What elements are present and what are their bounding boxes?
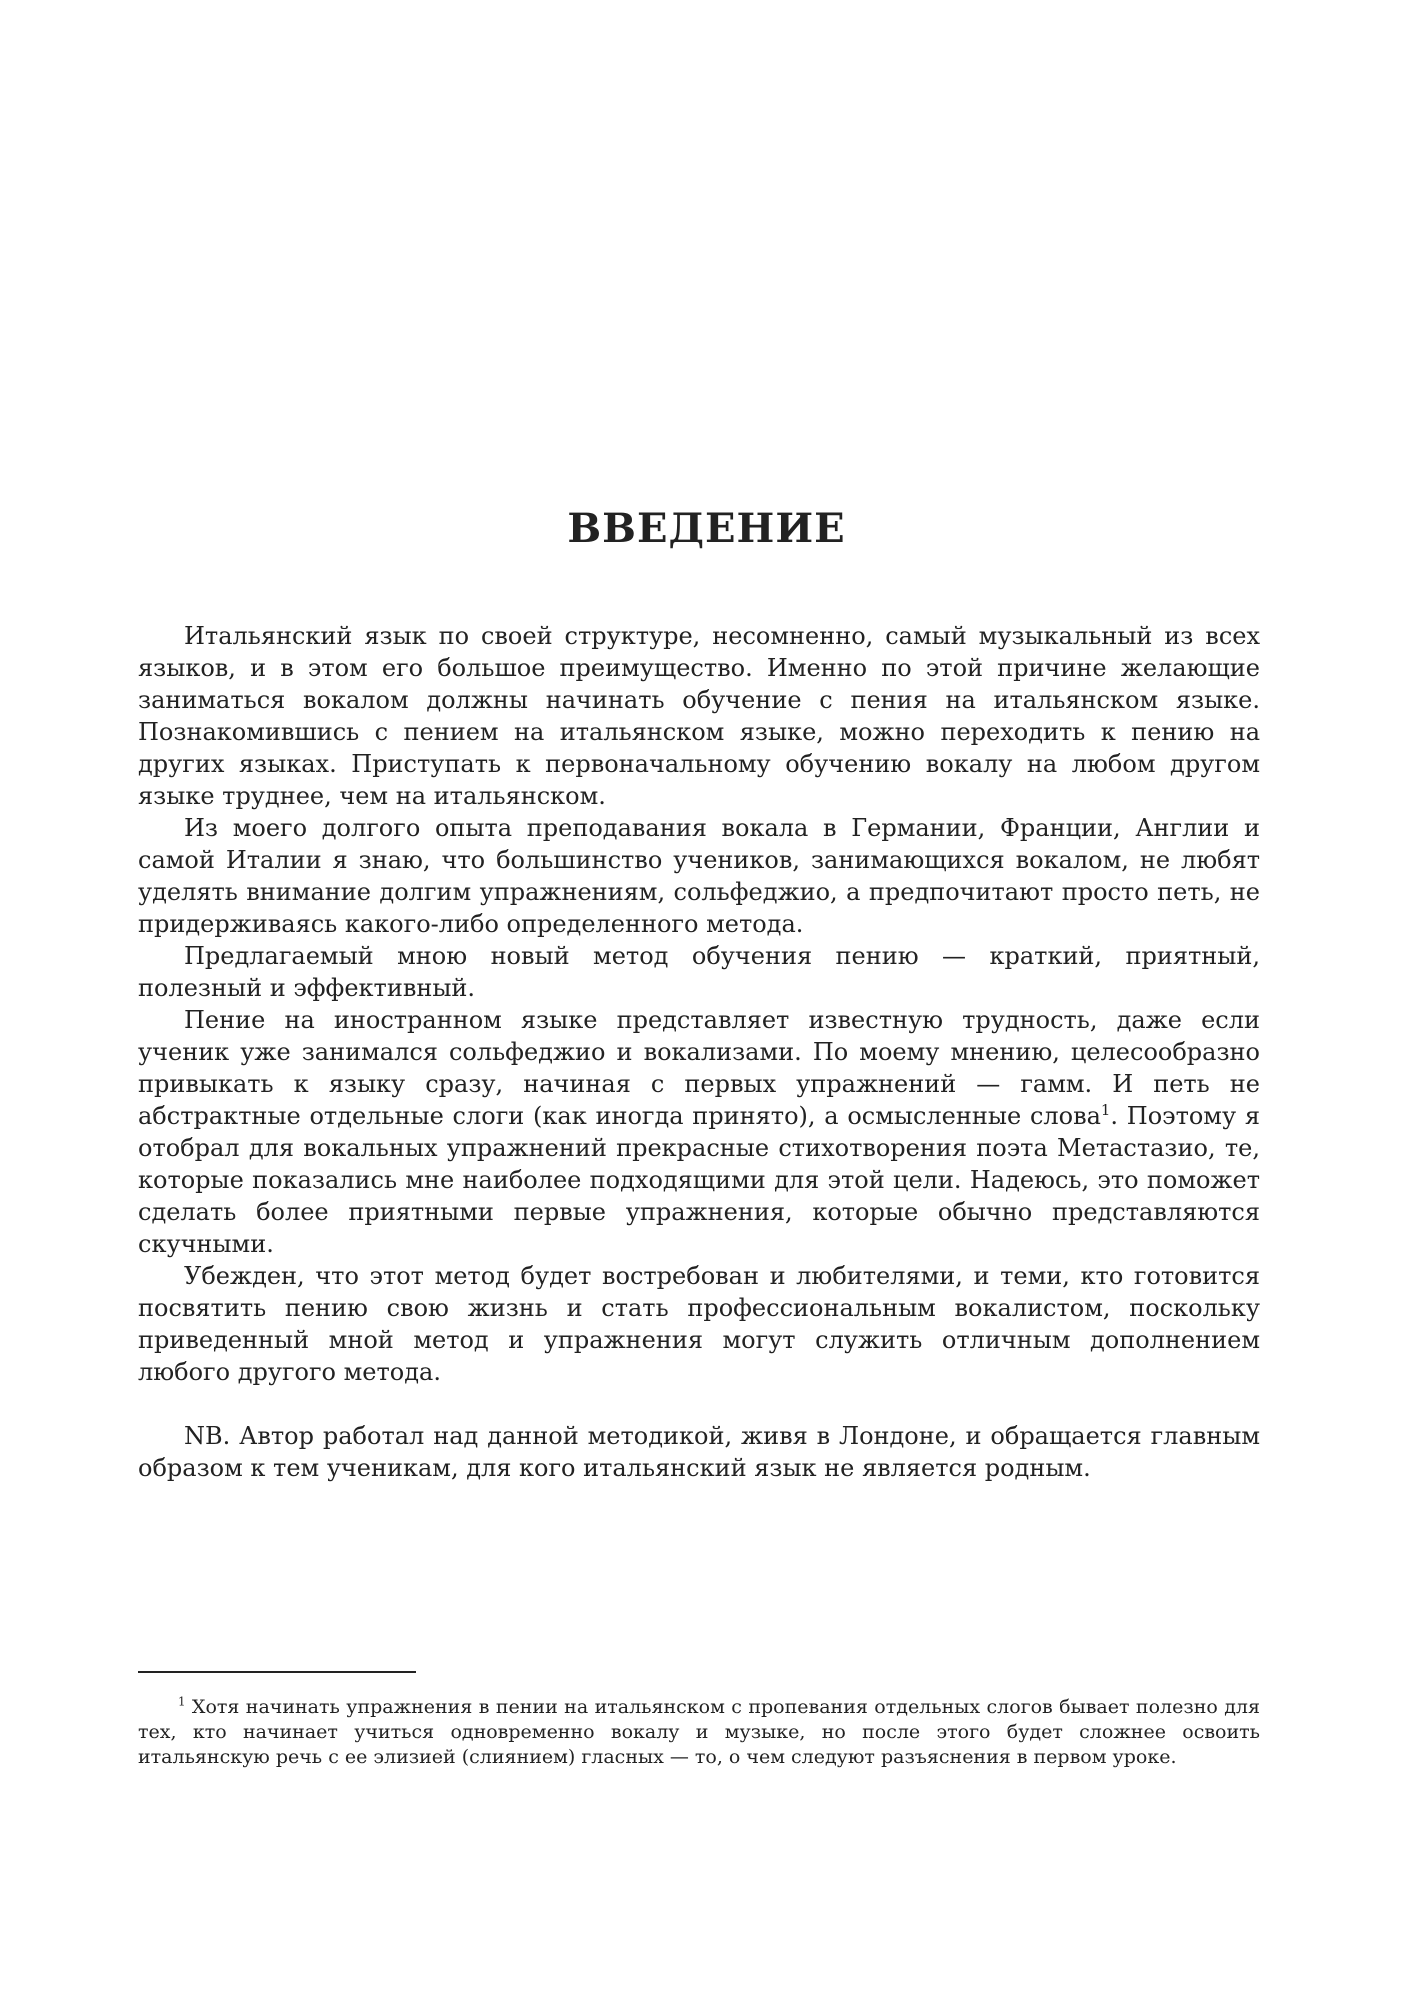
footnote-divider bbox=[138, 1671, 416, 1673]
paragraph-2: Из моего долгого опыта преподавания вокала в Германии, Франции, Англии и самой Италии я знаю, что большинство учеников, занимающихся вокалом, не любят уделять внимание долгим упражнениям, сольфеджио, а предпочитают просто петь, не придерживаясь какого-либо определенного метода. bbox=[138, 814, 1260, 938]
paragraph-4 bbox=[138, 1004, 1260, 1260]
paragraph-3: Предлагаемый мною новый метод обучения пению — краткий, приятный, полезный и эффективный. bbox=[138, 942, 1260, 1002]
paragraph-5: Убежден, что этот метод будет востребован и любителями, и теми, кто готовится посвятить пению свою жизнь и стать профессиональным вокалистом, поскольку приведенный мной метод и упражнения могут служить отличным дополнением любого другого метода. bbox=[138, 1262, 1260, 1386]
main-text bbox=[138, 620, 1260, 1484]
paragraph-4-text-before: Пение на иностранном языке представляет известную трудность, даже если ученик уже занимался сольфеджио и вокализами. По моему мнению, целесообразно привыкать к языку сразу, начиная с первых упражнений — гамм. И петь не абстрактные отдельные слоги (как иногда принято), а осмысленные слова bbox=[138, 1006, 1260, 1130]
footnote-text: Хотя начинать упражнения в пении на итальянском с пропевания отдельных слогов бывает полезно для тех, кто начинает учиться одновременно вокалу и музыке, но после этого будет сложнее освоить итальянскую речь с ее элизией (слиянием) гласных — то, о чем следуют разъяснения в первом уроке. bbox=[138, 1696, 1260, 1768]
nb-note: NB. Автор работал над данной методикой, живя в Лондоне, и обращается главным образом к тем ученикам, для кого итальянский язык не является родным. bbox=[138, 1422, 1260, 1482]
paragraph-4-text-after: . Поэтому я отобрал для вокальных упражнений прекрасные стихотворения поэта Метастазио, те, которые показались мне наиболее подходящими для этой цели. Надеюсь, это поможет сделать более приятными первые упражнения, которые обычно представляются скучными. bbox=[138, 1102, 1260, 1258]
footnote bbox=[138, 1695, 1260, 1770]
page-title: ВВЕДЕНИЕ bbox=[567, 505, 846, 552]
paragraph-1: Итальянский язык по своей структуре, несомненно, самый музыкальный из всех языков, и в этом его большое преимущество. Именно по этой причине желающие заниматься вокалом должны начинать обучение с пения на итальянском языке. Познакомившись с пением на итальянском языке, можно переходить к пению на других языках. Приступать к первоначальному обучению вокалу на любом другом языке труднее, чем на итальянском. bbox=[138, 622, 1260, 810]
footnote-reference: 1 bbox=[1100, 1101, 1111, 1119]
footnote-mark: 1 bbox=[178, 1694, 186, 1709]
